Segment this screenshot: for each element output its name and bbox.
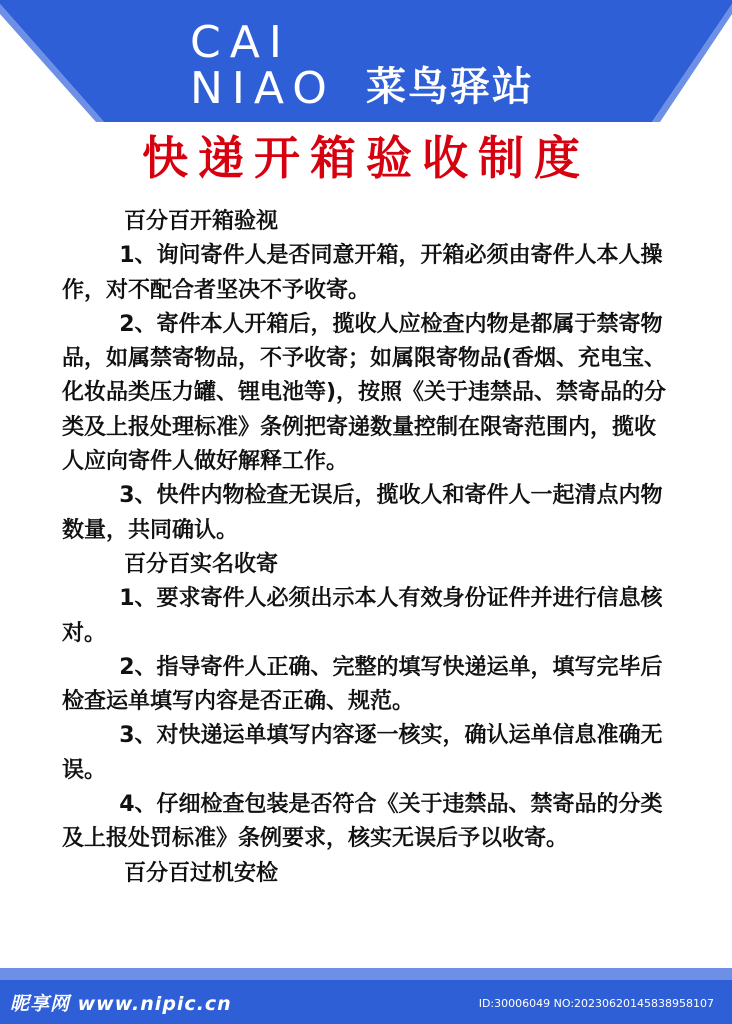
realname-item-3: 3、对快递运单填写内容逐一核实，确认运单信息准确无误。	[62, 723, 663, 783]
section-heading-security-check: 百分百过机安检	[124, 860, 279, 886]
page-title: 快递开箱验收制度	[142, 131, 590, 185]
footer-light-band	[0, 968, 732, 980]
logo-chinese-name: 菜鸟驿站	[366, 64, 534, 110]
realname-item-2: 2、指导寄件人正确、完整的填写快递运单，填写完毕后检查运单填写内容是否正确、规范。	[62, 654, 663, 715]
realname-item-4: 4、仔细检查包装是否符合《关于违禁品、禁寄品的分类及上报处罚标准》条例要求，核实无误后予以收寄。	[62, 792, 663, 852]
section-heading-inspection: 百分百开箱验视	[124, 209, 279, 234]
cainiao-logo	[190, 18, 630, 118]
section-heading-realname: 百分百实名收寄	[124, 551, 279, 577]
inspection-item-3: 3、快件内物检查无误后，揽收人和寄件人一起清点内物数量，共同确认。	[62, 483, 663, 543]
watermark-site: 昵享网 www.nipic.cn	[10, 993, 232, 1015]
inspection-item-2: 2、寄件本人开箱后，揽收人应检查内物是都属于禁寄物品，如属禁寄物品，不予收寄；如属限寄物品(香烟、充电宝、化妆品类压力罐、锂电池等)，按照《关于违禁品、禁寄品的分类及上报处理标准》条例把寄递数量控制在限寄范围内，揽收人应向寄件人做好解释工作。	[62, 311, 667, 475]
image-id-text: ID:30006049 NO:20230620145838958107	[478, 997, 714, 1010]
logo-word-cai: CAI	[190, 17, 291, 68]
logo-word-niao: NIAO	[190, 63, 336, 114]
inspection-item-1: 1、询问寄件人是否同意开箱，开箱必须由寄件人本人操作，对不配合者坚决不予收寄。	[62, 243, 663, 303]
regulation-body	[62, 205, 674, 891]
realname-item-1: 1、要求寄件人必须出示本人有效身份证件并进行信息核对。	[62, 586, 663, 646]
